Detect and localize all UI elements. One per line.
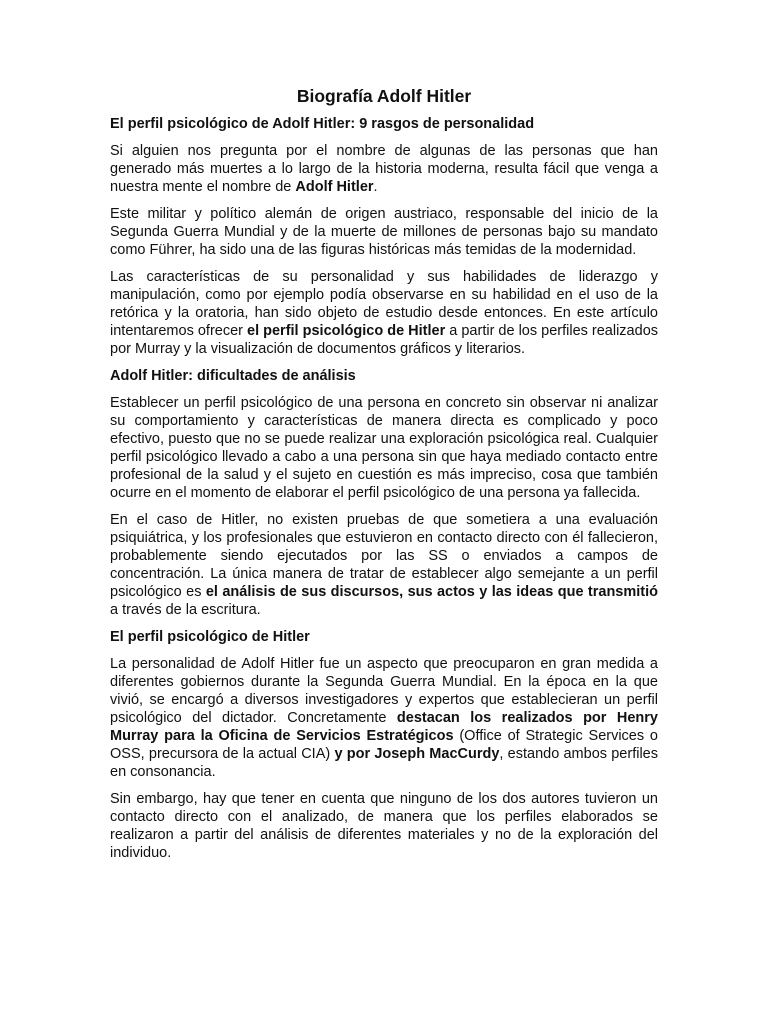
paragraph-text: a partir de los perfiles realizados por Murray y la visualización de documentos gráficos y literarios.: [110, 323, 659, 357]
section-heading-dificultades: Adolf Hitler: dificultades de análisis: [110, 368, 356, 384]
bold-text: el perfil psicológico de Hitler: [247, 323, 446, 339]
paragraph-intro: [110, 142, 658, 196]
paragraph-text: En el caso de Hitler, no existen pruebas de que sometiera a una evaluación psiquiátrica, y los profesionales que estuvieron en contacto directo con él fallecieron, probablemente siendo ejecutados por las SS o enviados a campos de concentración. La única manera de tratar de establecer algo semejante a un perfil psicológico es: [110, 512, 658, 600]
paragraph-text: Las características de su personalidad y sus habilidades de liderazgo y manipulación, como por ejemplo podía observarse en su habilidad en el uso de la retórica y la oratoria, han sido objeto de estudio desde entonces. En este artículo intentaremos ofrecer: [110, 269, 658, 339]
paragraph-caracteristicas: [110, 268, 658, 358]
paragraph-text: La personalidad de Adolf Hitler fue un aspecto que preocuparon en gran medida a diferentes gobiernos durante la Segunda Guerra Mundial. En la época en la que vivió, se encargó a diversos investigadores y expertos que establecieran un perfil psicológico del dictador. Concretamente: [110, 656, 658, 726]
paragraph-text: Sin embargo, hay que tener en cuenta que ninguno de los dos autores tuvieron un contacto directo con el analizado, de manera que los perfiles elaborados se realizaron a partir del análisis de diferentes materiales y no de la exploración del individuo.: [110, 791, 658, 861]
bold-text: Adolf Hitler: [295, 179, 374, 195]
paragraph-text: , estando ambos perfiles en consonancia.: [110, 746, 658, 780]
bold-text: destacan los realizados por Henry Murray para la Oficina de Servicios Estratégicos: [110, 710, 658, 744]
paragraph-text: Si alguien nos pregunta por el nombre de algunas de las personas que han generado más muertes a lo largo de la historia moderna, resulta fácil que venga a nuestra mente el nombre de: [110, 143, 658, 195]
paragraph-text: a través de la escritura.: [110, 602, 261, 618]
document-subtitle: El perfil psicológico de Adolf Hitler: 9 rasgos de personalidad: [110, 116, 535, 132]
paragraph-personalidad: [110, 655, 658, 781]
section-heading-perfil: El perfil psicológico de Hitler: [110, 629, 310, 645]
paragraph-text: Este militar y político alemán de origen austriaco, responsable del inicio de la Segunda Guerra Mundial y de la muerte de millones de personas bajo su mandato como Führer, ha sido una de las figuras históricas más temidas de la modernidad.: [110, 206, 658, 258]
paragraph-militar: [110, 205, 658, 259]
bold-text: y por Joseph MacCurdy: [334, 746, 500, 762]
paragraph-establecer: [110, 394, 658, 502]
paragraph-text: (Office of Strategic Services o OSS, precursora de la actual CIA): [110, 728, 658, 762]
paragraph-text: .: [373, 179, 378, 195]
paragraph-caso-hitler: [110, 511, 658, 619]
bold-text: el análisis de sus discursos, sus actos y las ideas que transmitió: [205, 584, 659, 600]
document-title: Biografía Adolf Hitler: [296, 86, 472, 106]
paragraph-sin-embargo: [110, 790, 658, 862]
paragraph-text: Establecer un perfil psicológico de una persona en concreto sin observar ni analizar su comportamiento y características de manera directa es complicado y poco efectivo, puesto que no se puede realizar una exploración psicológica real. Cualquier perfil psicológico llevado a cabo a una persona sin que haya mediado contacto entre profesional de la salud y el sujeto en cuestión es más impreciso, cosa que también ocurre en el momento de elaborar el perfil psicológico de una persona ya fallecida.: [110, 395, 658, 501]
